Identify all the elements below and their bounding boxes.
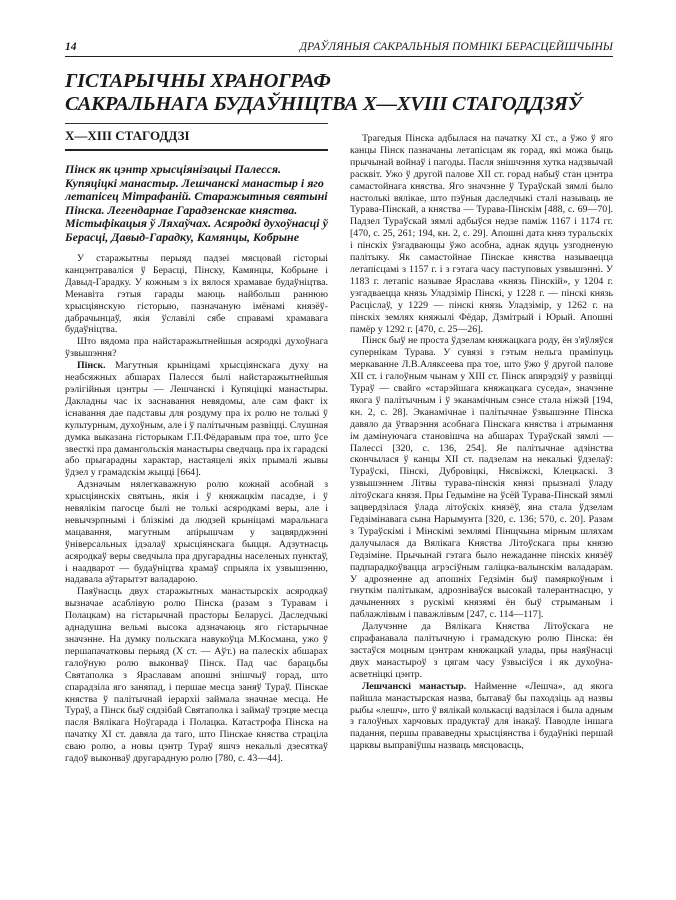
page-number: 14: [65, 41, 77, 53]
paragraph: [65, 360, 328, 479]
paragraph: [350, 681, 613, 752]
chapter-title: [65, 70, 613, 116]
section-bottom-rule: [65, 149, 328, 151]
running-header: [65, 40, 613, 57]
running-title: ДРАЎЛЯНЫЯ САКРАЛЬНЫЯ ПОМНІКІ БЕРАСЦЕЙШЧЫНЫ: [299, 41, 613, 53]
paragraph: Што вядома пра найстаражытнейшыя асяродкі духоўнага ўзвышэння?: [65, 336, 328, 360]
paragraph: У старажытны перыяд падзеі мясцовай гісторыі канцэнтраваліся ў Берасці, Пінску, Камянцы, Кобрыне і Давыд-Гарадку. У кожным з іх вялося храмавае будаўніцтва. Менавіта гэтыя гарады маюць найбольш раннюю хрысціянскую гісторыю, пазначаную імёнамі князёў-дабрачынцаў, якія ўславілі сябе справамі храмавага будаўніцтва.: [65, 253, 328, 336]
left-column: [65, 123, 328, 765]
paragraph-text: Найменне «Лешча», ад якога пайшла манастырская назва, бытаваў бы паходзіць ад назвы рыбы «лешч», што ў вялікай колькасці вадзілася і была адным з галоўных харчовых прадуктаў для інакаў. Паводле іншага падання, першы прававедны хрысціянства і будаўнікі першай царквы выправіўшы назваць мясцовасць,: [350, 680, 613, 752]
paragraph-lead: Пінск.: [77, 360, 106, 372]
chapter-title-line-2: САКРАЛЬНАГА БУДАЎНІЦТВА X—XVIII СТАГОДДЗЯЎ: [65, 93, 582, 115]
right-column: [350, 133, 613, 752]
paragraph: Паяўнасць двух старажытных манастырскіх асяродкаў вызначае асаблівую ролю Пінска (разам з Туравам і Полацкам) на гістарычнай прасторы Беларусі. Даследчыкі аднадушна вельмі высока адзначаюць яго гістарычнае значэнне. На думку польскага навукоўца М.Космана, ужо ў першапачатковы перыяд (X ст. — Аўт.) на палескіх абшарах галоўную ролю выконваў Пінск. Пад час барацьбы Святаполка з Яраславам апошні знішчыў горад, што спарадзіла яго заняпад, і першае месца заняў Тураў. Пінскае княства ў палітычнай іерархіі займала значнае месца. Не Тураў, а Пінск быў сядзібай Святаполка і займаў трэцяе месца пасля Вялікага Ноўгарада і Полацка. Катастрофа Пінска на пачатку XI ст. давяла да таго, што Пінскае княства страціла сваю ролю, а новы цэнтр Тураў яшчэ некальлі дзесяткаў гадоў выконваў другарадную ролю [780, с. 43—44].: [65, 586, 328, 765]
paragraph-text: Магутныя крыніцамі хрысціянскага духу на неабсяжных абшарах Палесся былі найстаражытнейшыя рэлігійныя цэнтры — Лешчанскі і Купяціцкі манастыры. Дакладны час іх заснавання невядомы, але сам факт іх існавання дае падставы для роздуму пра іх ролю не толькі ў культурным, духоўным, але і ў палітычным развіцці. Слушная думка выказана гісторыкам Г.П.Фёдаравым пра тое, што ўсе звесткі пра дамангольскія манастыры сведчаць пра іх гарадскі або прыгарадны характар, настаяцелі якіх прымалі жывы ўдзел у грамадскім жыцці [664].: [65, 360, 328, 479]
paragraph: Адзначым нялегкаважную ролю кожнай асобнай з хрысціянскіх святынь, якія і ў княжацкім пасадзе, і ў невялікім пагосце былі не толькі асяродкамі веры, але і невычэрпнымі і блізкімі да людзей крыніцамі маральнага мацавання, магутным апірышчам у зацвярджэнні ўніверсальных ідэалаў хрысціянскага быцця. Адзутнасць асяродкаў веры сведчыла пра другарадны населеных пунктаў, і наадварот — будаўніцтва храмаў спрыяла іх узвышэнню, надавала аўтарытэт валадарою.: [65, 479, 328, 586]
paragraph: Трагедыя Пінска адбылася на пачатку XI ст., а ўжо ў яго канцы Пінск пазначаны летапісцам як горад, які можа быць прычынай войнаў і пагоды. Пасля знішчэння хутка надзвычай расквіт. Ужо ў другой палове XII ст. горад набыў стан цэнтра самастойнага княства. Яго значэнне ў Тураўскай зямлі было настолькі вялікае, што пэўныя даследчыкі сталі называць яе Турава-Пінскай, а княства — Турава-Пінскім [488, с. 69—70]. Падзел Тураўскай зямлі адбыўся недзе паміж 1167 і 1174 гг. [470, с. 25, 261; 194, кн. 2, с. 29]. Апошні дата княз туральскіх і пінскіх ўзгадвающы ўжо асобна, аднак ядуць узгодненую палітыку. Як самастойнае Пінскае княства называецца летапісцамі з 1157 г. і з гэтага часу паступовых узвышэнні. У 1183 г. летапіс называе Яраслава «князь Пінскій», у 1204 г. узгадваецца князь Уладзімір Пінскі, у 1228 г. — пінскі князь Расціслаў, у 1229 — пінскі князь Уладзімір, у 1262 г. на пінскіх землях княжылі Фёдар, Дзмітрый і Юрый. Апошні памёр у 1292 г. [470, с. 25—26].: [350, 133, 613, 335]
section-subheading: Пінск як цэнтр хрысціянізацыі Палесся. Купяціцкі манастыр. Лешчанскі манастыр і яго летапісец Мітрафаній. Старажытныя святыні Пінска. Легендарнае Гарадзенскае княства. Містыфікацыя ў Ляхаўчах. Асяродкі духоўнасці ў Берасці, Давыд-Гарадку, Камянцы, Кобрыне: [65, 162, 328, 244]
paragraph: Пінск быў не проста ўдзелам княжацкага роду, ён з'яўляўся супернікам Турава. У сувязі з гэтым нельга праміпуць меркаванне Л.В.Аляксеева пра тое, што ўжо ў другой палове XII ст. і галоўным чынам у XIII ст. Пінск апярэдзіў у развіцці Тураў — свайго «старэйшага княжацкага суседа», значэнне якога ў палітычным і ў эканамічным сэнсе стала ніжэй [194, кн. 2, с. 28]. Эканамічнае і палітычнае ўзвышэнне Пінска давяло да ўтварэння асобнага Пінскага княства і атрымання ім дамінуючага становішча на абшарах Тураўскай зямлі — Палессі [320, с. 136, 254]. Яе палітычнае адзінства скончылася ў канцы XII ст. падзелам на некалькі ўдзелаў: Тураўскі, Пінскі, Дубровіцкі, Нясвіжскі, Клецкаскі. З узвышэннем Літвы турава-пінскія князі прызналі ўладу літоўскага князя. Пры Гедыміне на ўсёй Турава-Пінскай зямлі зацвердзілася ўлада літоўскіх князёў, яна стала ўдзелам Гедзімінавага сына Нарымунта [320, с. 136; 570, с. 20]. Разам з Тураўскімі і Мінскімі землямі Пінщчына мірным шляхам далучылася да Вялікага Княства Літоўскага пры князю Гедзіміне. Прычынай гэтага было нежаданне пінскіх князёў падпарадкоўвацца агрэсіўным галіцка-валынскім валадарам. У адрозненне ад апошніх Гедзімін быў памяркоўным і гнуткім палітыкам, адрозніваўся высокай талерантнасцю, у дачыненнях з рускімі князямі ён быў стрыманым і паблажлівым і паважлівым [247, с. 114—117].: [350, 335, 613, 621]
section-heading: X—XIII СТАГОДДЗІ: [65, 128, 190, 143]
paragraph: Далучэнне да Вялікага Княства Літоўскага не спрафанавала палітычную і грамадскую ролю Пінска: ён застаўся моцным цэнтрам княжацкай улады, пры наяўнасці двух манастыроў з цягам часу ўзвысіўся і як духоўна-асветніцкі цэнтр.: [350, 621, 613, 680]
chapter-title-line-1: ГІСТАРЫЧНЫ ХРАНОГРАФ: [65, 70, 331, 92]
paragraph-lead: Лешчанскі манастыр.: [362, 680, 467, 692]
